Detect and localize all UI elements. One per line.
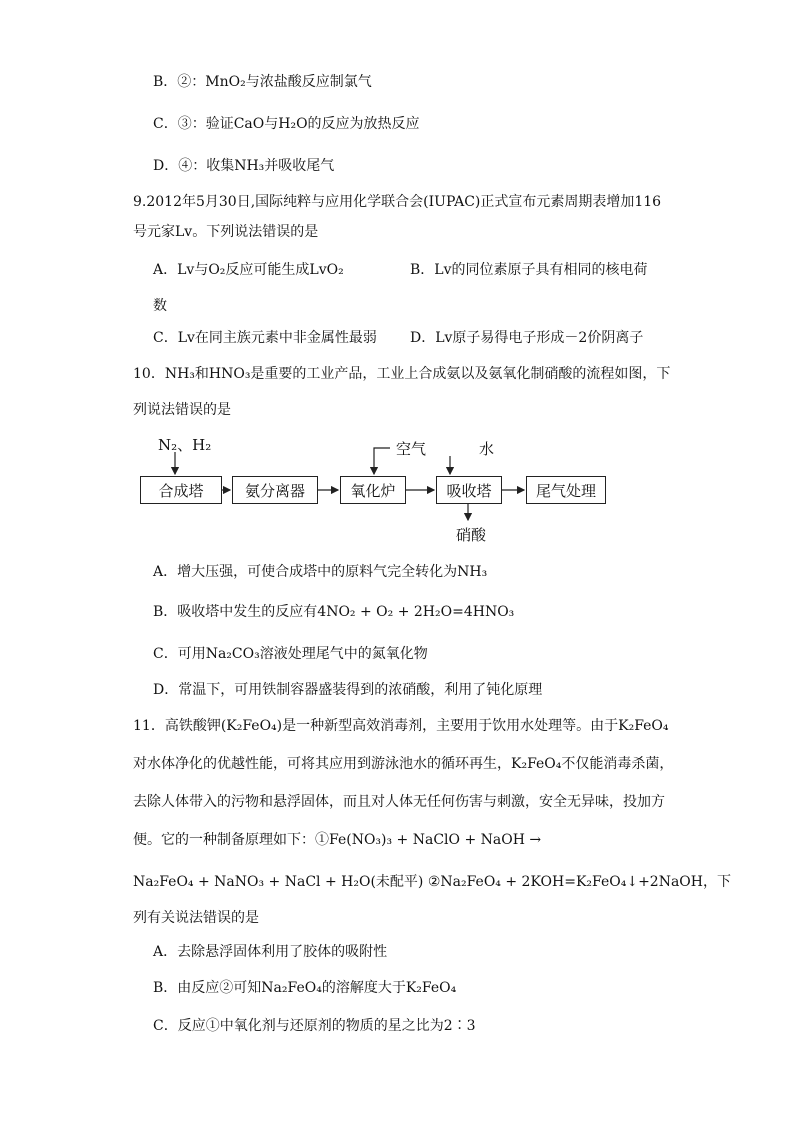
question-11-line4: 便。它的一种制备原理如下：①Fe(NO₃)₃ + NaClO + NaOH → bbox=[133, 832, 542, 848]
option-11c: C．反应①中氧化剂与还原剂的物质的星之比为2∶3 bbox=[153, 1018, 476, 1034]
arrow-air bbox=[374, 448, 390, 474]
option-11a: A．去除悬浮固体利用了胶体的吸附性 bbox=[153, 944, 388, 960]
box-ammonia-separator: 氨分离器 bbox=[232, 476, 318, 504]
box-absorption-tower: 吸收塔 bbox=[436, 476, 502, 504]
option-10a: A．增大压强，可使合成塔中的原料气完全转化为NH₃ bbox=[153, 564, 488, 580]
air-label: 空气 bbox=[396, 440, 427, 458]
box-tail-gas-treatment: 尾气处理 bbox=[526, 476, 606, 504]
process-flow-diagram bbox=[130, 432, 630, 552]
option-9b-line2: 数 bbox=[153, 298, 167, 314]
water-label: 水 bbox=[479, 440, 495, 458]
question-11-line2: 对水体净化的优越性能，可将其应用到游泳池水的循环再生，K₂FeO₄不仅能消毒杀菌， bbox=[133, 756, 674, 772]
question-11-line6: 列有关说法错误的是 bbox=[133, 910, 259, 926]
box-oxidation-furnace: 氧化炉 bbox=[340, 476, 406, 504]
question-11-line1: 11．高铁酸钾(K₂FeO₄)是一种新型高效消毒剂，主要用于饮用水处理等。由于K₂FeO₄ bbox=[133, 718, 669, 734]
product-label: 硝酸 bbox=[456, 526, 487, 544]
option-10b: B．吸收塔中发生的反应有4NO₂ + O₂ + 2H₂O=4HNO₃ bbox=[153, 604, 515, 620]
question-11-line5: Na₂FeO₄ + NaNO₃ + NaCl + H₂O(未配平) ②Na₂FeO₄ + 2KOH=K₂FeO₄↓+2NaOH，下 bbox=[133, 874, 731, 890]
line-q8b: B．②：MnO₂与浓盐酸反应制氯气 bbox=[153, 74, 372, 90]
line-q8c: C．③：验证CaO与H₂O的反应为放热反应 bbox=[153, 116, 420, 132]
option-11b: B．由反应②可知Na₂FeO₄的溶解度大于K₂FeO₄ bbox=[153, 980, 457, 996]
box-synthesis-tower: 合成塔 bbox=[140, 476, 222, 504]
option-9c: C．Lv在同主族元素中非金属性最弱 bbox=[153, 330, 377, 346]
option-9b-line1: B．Lv的同位素原子具有相同的核电荷 bbox=[410, 262, 648, 278]
question-10-line2: 列说法错误的是 bbox=[133, 402, 231, 418]
feed-label: N₂、H₂ bbox=[158, 436, 212, 454]
line-q8d: D．④：收集NH₃并吸收尾气 bbox=[153, 158, 335, 174]
question-11-line3: 去除人体带入的污物和悬浮固体，而且对人体无任何伤害与刺激，安全无异味，投加方 bbox=[133, 794, 665, 810]
question-10-line1: 10．NH₃和HNO₃是重要的工业产品，工业上合成氨以及氨氧化制硝酸的流程如图，下 bbox=[133, 366, 671, 382]
option-10d: D．常温下，可用铁制容器盛装得到的浓硝酸，利用了钝化原理 bbox=[153, 682, 543, 698]
option-9a: A．Lv与O₂反应可能生成LvO₂ bbox=[153, 262, 344, 278]
question-9-line1: 9.2012年5月30日,国际纯粹与应用化学联合会(IUPAC)正式宣布元素周期表增加116 bbox=[133, 194, 662, 210]
question-9-line2: 号元家Lv。下列说法错误的是 bbox=[133, 224, 319, 240]
option-10c: C．可用Na₂CO₃溶液处理尾气中的氮氧化物 bbox=[153, 646, 428, 662]
option-9d: D．Lv原子易得电子形成－2价阴离子 bbox=[410, 330, 644, 346]
